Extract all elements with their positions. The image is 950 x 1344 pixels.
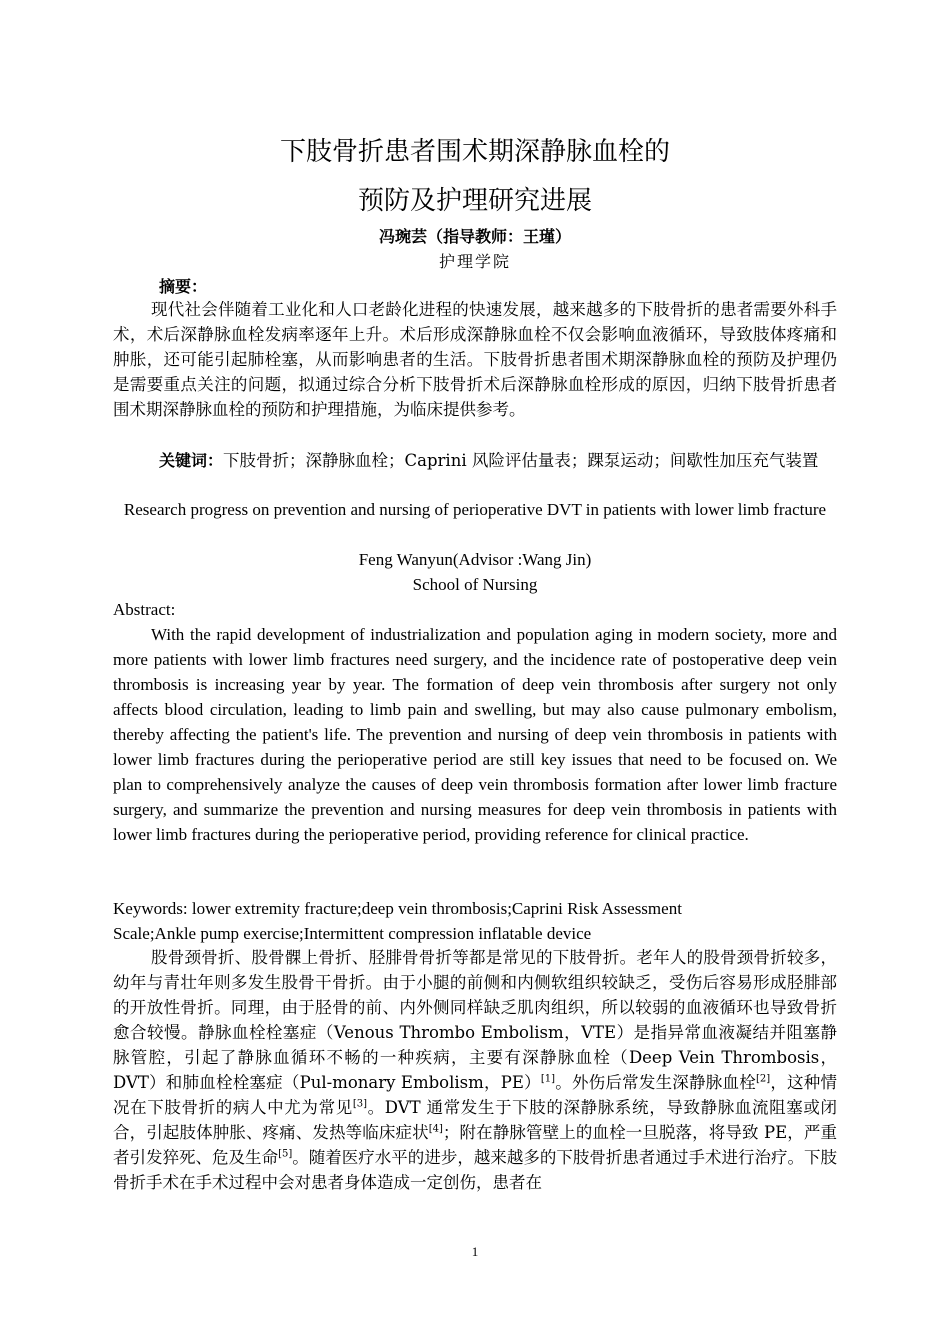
body-text: 。DVT 通常发生于下肢的深静脉系统，导致静脉血流阻塞或闭合，引起肢体肿胀、疼痛、发热等临床症状: [113, 1098, 837, 1142]
abstract-zh: 现代社会伴随着工业化和人口老龄化进程的快速发展，越来越多的下肢骨折的患者需要外科手术，术后深静脉血栓发病率逐年上升。术后形成深静脉血栓不仅会影响血液循环，导致肢体疼痛和肿胀，还可能引起肺栓塞，从而影响患者的生活。下肢骨折患者围术期深静脉血栓的预防及护理仍是需要重点关注的问题，拟通过综合分析下肢骨折术后深静脉血栓形成的原因，归纳下肢骨折患者围术期深静脉血栓的预防和护理措施，为临床提供参考。: [113, 300, 837, 419]
keywords-zh: [113, 448, 837, 473]
english-keywords-line1: Keywords: lower extremity fracture;deep vein thrombosis;Caprini Risk Assessment: [113, 899, 682, 918]
page-number: 1: [471, 1244, 479, 1259]
english-author: Feng Wanyun(Advisor :Wang Jin): [358, 550, 592, 569]
body-paragraph: [113, 945, 837, 1195]
body-text: ，这种情况在下肢骨折的病人中尤为常见: [113, 1073, 838, 1117]
body-text: 。随着医疗水平的进步，越来越多的下肢骨折患者通过手术进行治疗。下肢骨折手术在手术过程中会对患者身体造成一定创伤，患者在: [113, 1148, 838, 1192]
body-text: ；附在静脉管壁上的血栓一旦脱落，将导致 PE，严重者引发猝死、危及生命: [113, 1123, 837, 1167]
english-school: School of Nursing: [412, 575, 538, 594]
school-line: 护理学院: [438, 252, 511, 271]
author-line: 冯琬芸（指导教师：王瑾）: [378, 227, 571, 246]
english-title: Research progress on prevention and nursing of perioperative DVT in patients with lower limb fracture: [123, 500, 827, 519]
keywords-zh-text: 下肢骨折；深静脉血栓；Caprini 风险评估量表；踝泵运动；间歇性加压充气装置: [223, 451, 819, 470]
citation-ref: [4]: [428, 1123, 443, 1135]
citation-ref: [2]: [755, 1073, 771, 1085]
document-page: [113, 0, 837, 1344]
citation-ref: [5]: [278, 1148, 293, 1160]
english-keywords: [113, 896, 837, 946]
english-keywords-line2: Scale;Ankle pump exercise;Intermittent compression inflatable device: [113, 924, 592, 943]
english-abstract: With the rapid development of industrialization and population aging in modern society, more and more patients with lower limb fractures need surgery, and the incidence rate of postoperative deep vein thrombosis is increasing year by year. The formation of deep vein thrombosis after surgery not only affects blood circulation, leading to limb pain and swelling, but may also cause pulmonary embolism, thereby affecting the patient's life. The prevention and nursing of deep vein thrombosis in patients with lower limb fractures during the perioperative period are still key issues that need to be focused on. We plan to comprehensively analyze the causes of deep vein thrombosis formation after lower limb fracture surgery, and summarize the prevention and nursing measures for deep vein thrombosis in patients with lower limb fractures during the perioperative period, providing reference for clinical practice.: [113, 625, 837, 844]
abstract-label-zh: 摘要：: [159, 277, 208, 296]
paper-title-line1: 下肢骨折患者围术期深静脉血栓的: [279, 137, 670, 167]
body-text: 股骨颈骨折、股骨髁上骨折、胫腓骨骨折等都是常见的下肢骨折。老年人的股骨颈骨折较多，幼年与青壮年则多发生股骨干骨折。由于小腿的前侧和内侧软组织较缺乏，受伤后容易形成胫腓部的开放性骨折。同理，由于胫骨的前、内外侧同样缺乏肌肉组织，所以较弱的血液循环也导致骨折愈合较慢。静脉血栓栓塞症（Venous Thrombo Embolism，VTE）是指异常血液凝结并阻塞静脉管腔，引起了静脉血循环不畅的一种疾病，主要有深静脉血栓（Deep Vein Thrombosis，DVT）和肺血栓栓塞症（Pul-monary Embolism，PE）: [113, 948, 837, 1092]
keywords-label-zh: 关键词：: [159, 451, 224, 470]
paper-title-line2: 预防及护理研究进展: [357, 186, 592, 216]
body-text: 。外伤后常发生深静脉血栓: [555, 1073, 756, 1092]
english-abstract-label: Abstract:: [113, 600, 176, 619]
citation-ref: [3]: [352, 1098, 367, 1110]
citation-ref: [1]: [540, 1073, 555, 1085]
